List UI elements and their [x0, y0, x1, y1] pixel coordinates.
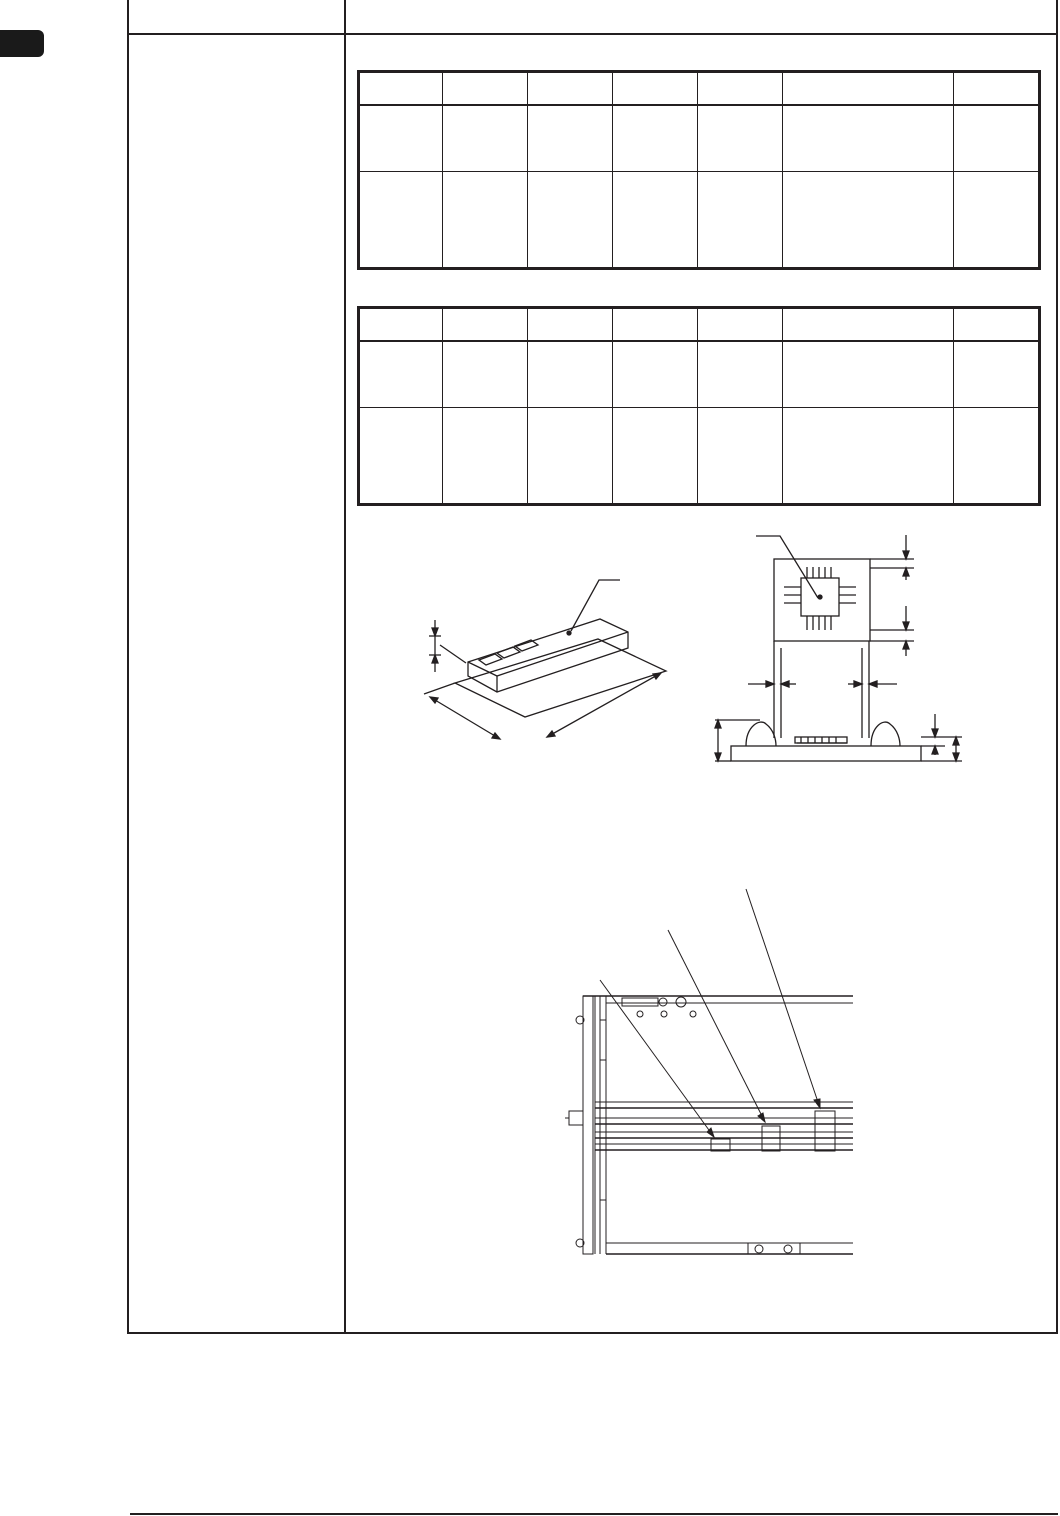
table-cell	[698, 341, 783, 407]
table-header-row	[359, 72, 1040, 106]
spec-table-2	[357, 306, 1041, 506]
section-tab-marker	[0, 30, 44, 57]
table-cell	[783, 341, 954, 407]
column-header	[783, 308, 954, 342]
table-cell	[613, 341, 698, 407]
chassis-section-icon	[555, 880, 860, 1265]
column-header	[698, 72, 783, 106]
column-header	[443, 308, 528, 342]
spec-table-1	[357, 70, 1041, 270]
table-cell	[613, 407, 698, 504]
table-cell	[954, 407, 1040, 504]
table-row	[359, 341, 1040, 407]
table-cell	[783, 407, 954, 504]
table-cell	[528, 171, 613, 268]
column-header	[528, 72, 613, 106]
table-cell	[783, 105, 954, 171]
table-cell	[613, 105, 698, 171]
table-cell	[954, 105, 1040, 171]
table-cell	[698, 171, 783, 268]
column-header	[698, 308, 783, 342]
ic-module-isometric-icon	[420, 570, 670, 750]
table-header-row	[359, 308, 1040, 342]
table-cell	[443, 105, 528, 171]
table-cell	[954, 341, 1040, 407]
column-header	[528, 308, 613, 342]
table-cell	[359, 407, 443, 504]
column-header	[783, 72, 954, 106]
column-header	[954, 308, 1040, 342]
column-header	[613, 72, 698, 106]
table-cell	[783, 171, 954, 268]
table-cell	[443, 407, 528, 504]
chip-package-icon	[700, 530, 980, 770]
header-divider	[129, 33, 1056, 35]
table-row	[359, 407, 1040, 504]
table-cell	[359, 105, 443, 171]
table-row	[359, 105, 1040, 171]
table-cell	[443, 341, 528, 407]
column-divider	[344, 0, 346, 1332]
table-cell	[528, 407, 613, 504]
table-cell	[954, 171, 1040, 268]
table-cell	[698, 407, 783, 504]
table-cell	[528, 105, 613, 171]
table-cell	[359, 171, 443, 268]
column-header	[613, 308, 698, 342]
column-header	[359, 72, 443, 106]
header-left-label	[135, 6, 335, 30]
table-cell	[613, 171, 698, 268]
table-row	[359, 171, 1040, 268]
column-header	[954, 72, 1040, 106]
table-cell	[698, 105, 783, 171]
column-header	[359, 308, 443, 342]
table-cell	[528, 341, 613, 407]
table-cell	[359, 341, 443, 407]
column-header	[443, 72, 528, 106]
footer-rule	[130, 1513, 1058, 1515]
table-cell	[443, 171, 528, 268]
header-right-label	[354, 6, 1044, 30]
